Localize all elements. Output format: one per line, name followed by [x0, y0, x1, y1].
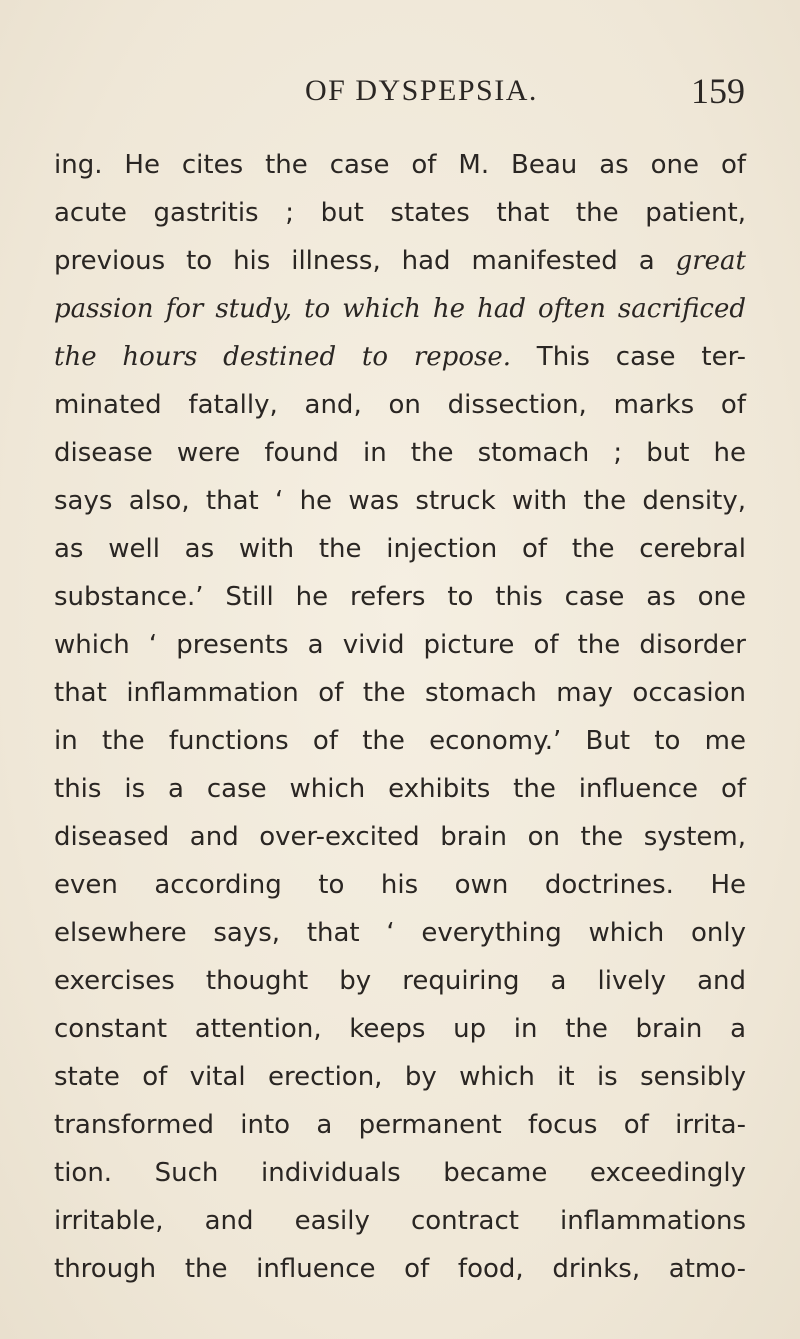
text-run: in the functions of the economy.’ But to me	[54, 726, 746, 756]
text-line	[54, 1053, 746, 1101]
text-run: substance.’ Still he refers to this case as one	[54, 582, 746, 612]
text-run: This case ter-	[510, 342, 746, 372]
text-line	[54, 1101, 746, 1149]
text-line	[54, 381, 746, 429]
text-run: that inflammation of the stomach may occasion	[54, 678, 746, 708]
running-head	[0, 71, 800, 114]
text-line	[54, 861, 746, 909]
text-line	[54, 573, 746, 621]
text-run: which ‘ presents a vivid picture of the disorder	[54, 630, 746, 660]
text-run: acute gastritis ; but states that the patient,	[54, 198, 746, 228]
text-line	[54, 669, 746, 717]
text-line	[54, 429, 746, 477]
text-run: through the influence of food, drinks, atmo-	[54, 1254, 746, 1284]
text-line	[54, 813, 746, 861]
text-run: says also, that ‘ he was struck with the density,	[54, 486, 746, 516]
italic-run: the hours destined to repose.	[54, 342, 511, 372]
text-run: previous to his illness, had manifested a	[54, 246, 676, 276]
text-run: this is a case which exhibits the influence of	[54, 774, 746, 804]
text-line	[54, 189, 746, 237]
text-run: elsewhere says, that ‘ everything which only	[54, 918, 746, 948]
italic-run: great	[675, 246, 746, 276]
text-line	[54, 141, 746, 189]
text-line	[54, 1197, 746, 1245]
text-run: diseased and over-excited brain on the system,	[54, 822, 746, 852]
text-line	[54, 957, 746, 1005]
page-number: 159	[691, 71, 745, 111]
text-run: state of vital erection, by which it is sensibly	[54, 1062, 746, 1092]
text-line	[54, 525, 746, 573]
text-line	[54, 1149, 746, 1197]
text-line	[54, 621, 746, 669]
italic-run: passion for study, to which he had often sacrificed	[54, 294, 746, 324]
text-run: ing. He cites the case of M. Beau as one of	[54, 150, 746, 180]
text-line	[54, 765, 746, 813]
text-line	[54, 909, 746, 957]
text-run: exercises thought by requiring a lively and	[54, 966, 746, 996]
text-run: transformed into a permanent focus of irrita-	[54, 1110, 746, 1140]
text-run: even according to his own doctrines. He	[54, 870, 746, 900]
text-line	[54, 717, 746, 765]
text-line	[54, 333, 746, 381]
text-line	[54, 477, 746, 525]
text-line	[54, 237, 746, 285]
text-run: irritable, and easily contract inflammations	[54, 1206, 746, 1236]
text-run: minated fatally, and, on dissection, marks of	[54, 390, 746, 420]
text-run: tion. Such individuals became exceedingly	[54, 1158, 746, 1188]
text-run: constant attention, keeps up in the brain a	[54, 1014, 746, 1044]
text-line	[54, 1005, 746, 1053]
text-line	[54, 1245, 746, 1293]
body-text	[54, 141, 746, 1293]
text-run: as well as with the injection of the cerebral	[54, 534, 746, 564]
text-line	[54, 285, 746, 333]
text-run: disease were found in the stomach ; but he	[54, 438, 746, 468]
running-title: OF DYSPEPSIA.	[305, 74, 538, 107]
